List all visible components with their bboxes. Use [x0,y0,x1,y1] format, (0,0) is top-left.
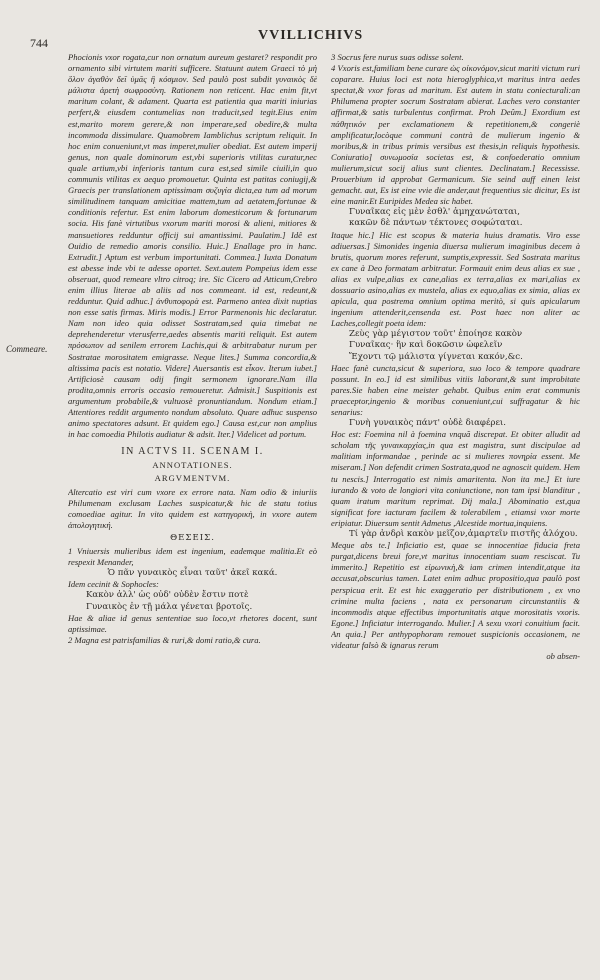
thesis-2: 2 Magna est patrisfamilias & ruri,& domi ratio,& cura. [68,634,261,645]
greek-quote: Ἔχοντι τῷ μάλιστα γίγνεται κακόν,&c. [349,351,523,362]
text-columns [68,52,580,958]
commentary-paragraph: Phocionis vxor rogata,cur non ornatum aureum gestaret? respondit pro ornamento sibi virtutem mariti sufficere. Statuunt autem Graeci τὸ μὴ ὅλον ἀγαθὸν δεῖ ὑμᾶς ἢ κόσμιον. Sed paulò post subdit γυναικὸς δὲ μάλιστα ἀρετὴ σωφροσύνη. Rationem non reticent. Hac enim fit,vt maritum colant, & adament. Quarta est patientia qua mariti iniurias perfert,& eiusdem contumelias non traducit,sed tegit.Eius enim est,marito morem gerere,& non imperare,sed obedire,& multa incommoda dissimulare. Quamobrem Iamblichus scriptum reliquit. In hoc enim conueniunt,vt mas imperet,mulier obediat. Est autem imperij genus, non quale dominorum est,vbi superioris vtilitas curatur,nec quale artium,vbi inferioris tantum cura est,sed simile ciuili,in quo communis vtilitas ex aequo promouetur. Quinta est patitas coniugij,& Graecis per translationem aptissimam συζυγία dicta,ea tum ad morum similitudinem tanquam amicitiae mattem,tum ad aetatem,fortunae & conditionis refertur. Est enim laborum domesticorum & fortunarum socia. His fanè virtutibus vxorum mariti morosi & alieni, mitiores & mansuetiores redduntur officij sui amantissimi. Paulatim.] Idê est Ouidio de remedio amoris consilio. Huic.] Enallage pro in hanc. Extrudit.] Aptum est verbum importunitati. Commea.] Iuxta Donatum est abesse inde vbi te adesse oportet. Sext.autem Pompeius idem esse obseruat, quod remeare vltro citroq; ire. Sic Cicero ad Atticum,Crebro enim illius literae ab aliis ad nos commeant. id est, redeunt,& redduntur. Quid adhuc.] ἀνθυποφορὰ est. Parmeno antea dixit nuptias non esse satis firmas. Miris modis.] Error Parmenonis hic declaratur. Nam non ideo quia odisset Sostratam,sed quia timebat ne deprehenderetur vterusferre,aedes absentis mariti reliquit. Est autem πρόσωπον ad senilem errorem Lachis,qui & arbitrabatur nurum per Sostratae morositatem emigrasse. Neque lites.] Summa concordia,& altissima pacis est notatio. Videre] Auersantis est εἶκον. Iterum iubet.] Artificiosè causam odij fingit sermonem ignorare.Nam illa prodita,omnis erroris occasio remoueretur. Admisit.] Suspitionis est argumentum probabile,& vultuosè pronuntiandum. Nondum etiam.] Attentiores reddit argumento nondum absoluto. Quare adhuc suspenso animo spectatores adsunt. Et quidem ego.] Causa est,cur non amplius in hac comoedia Philotis audiatur & adsit. Iter.] Videlicet ad portum. [68,52,317,440]
greek-quote: Γυναῖκας· ἢν καὶ δοκῶσιν ὠφελεῖν [349,340,503,351]
commentary-paragraph: Hoc est: Foemina nil à foemina vnquã discrepat. Et obiter alludit ad scholam τῆς γυναικαρχίας,in qua est magistra, sunt discipulae ad malitiam informandae , perinde ac si mulieres πονηρία essent. Me miseram.] Non defendit crimen Sostrata,quod ne agnoscit quidem. Hem tu nescis.] Interrogatio est nimis amaritenta. Non ita me.] Et iure iurando & voto de longiori vita coniunctione, non tam ipsi blanditur , quam iratum maritum reprimat. Dij mala.] Abominatio est,qua significat fore iacturam facilem & tolerabilem , etiamsi vxor morte eripiatur. Diuersum sentit Admetus ,Alcestide mortua,inquiens. [331,429,580,528]
margin-note: Commeare. [6,344,48,354]
argumentum-paragraph: Altercatio est viri cum vxore ex errore nata. Nam odio & iniuriis Philumenam exclusam Laches suspicatur,& hic de statu totius comoediae agitur. In vito quidem est κατηγορικὴ, in vxore autem ἀπολογητική. [68,486,317,530]
commentary-paragraph: Meque abs te.] Inficiatio est, quae se innocentiae fiducia freta purgat,dicens breui fore,vt maritus innocentiam suam resciscat. Tu immerito.] Repetitio est εἰρωνικὴ,& iam crimen intendit,atque ita accusat,obscurius tamen. Latet enim adhuc propositio,qua paulò post perspicua erit. Et est hic exaggeratio per distributionem , ex vno crimine multa faciens , nata ex personarum circunstantiis & incommodis atque effectibus importunitatis atque morositatis vxoris. Egone.] Inficiatur interrogando. Mulier.] A sexu vxori conuitium facit. An quia.] Per anthypophoram remouet suspicionis occasionem, ne videatur falsò & ignarus rerum [331,540,580,650]
running-title: VVILLICHIVS [258,28,364,43]
thesis-1-continued: Idem cecinit & Sophocles: [68,579,159,590]
thesis-3: 3 Socrus fere nurus suas odisse solent. [331,52,464,62]
right-column [331,52,580,958]
commentary-paragraph: Haec fanè cuncta,sicut & superiora, suo loco & tempore quadrare possunt. In eo.] id est similibus vitiis laborant,& sunt improbitate pares.Sie haben eine meister gehabt. Quibus enim erat communis praeceptor,ingenio & moribus conueniunt,cui suffragatur & hic senarius: [331,362,580,417]
running-header [30,28,580,50]
greek-quote: Γυναῖκας εἰς μὲν ἐσθλ' ἀμηχανώταται, [349,207,521,218]
argumentum-heading: ARGVMENTVM. [154,473,231,484]
greek-quote: Τί γὰρ ἀνδρὶ κακὸν μεῖζον,ἀμαρτεῖν πιστῆς ἀλόχου. [349,529,578,540]
thesis-1-end: Hae & aliae id genus sententiae suo loco,vt rhetores docent, sunt aptissimae. [68,612,317,634]
greek-quote: Γυναικὸς ἐν τῇ μάλα γένεται βροτοῖς. [86,601,253,612]
greek-quote: Ζεὺς γὰρ μέγιστον τοῦτ' ἐποίησε κακὸν [349,329,523,340]
commentary-paragraph: Itaque hic.] Hic est scopus & materia huius dramatis. Viro esse adiuersas.] Simonides ingenia diuersa mulierum imaginibus decem à brutis, quorum mores referunt, sumptis,expressit. Sed Sostrata maritus ex cane à Deo formatam arbitratur. Formauit enim deus alias ex sue , alias ex vulpe,alias ex cane,alias ex terra,alias ex mari,alias ex dossuario asino,alias ex mustela, alias ex equo,alias ex simia, alias ex apicula, qua postrema omnium optima meritò, si quis apicularum ingenium attenderit,censenda est. Post haec non aliter ac Laches,collegit poeta idem: [331,229,580,329]
theseis-heading: ΘΕΣΕΙΣ. [170,532,215,543]
greek-quote: Ὁ πᾶν γυναικὸς εἶναι ταῦτ' ἀκεῖ κακά. [107,568,278,579]
catchword: ob absen- [546,651,580,662]
act-heading: IN ACTVS II. SCENAM I. [121,446,264,458]
page-number: 744 [30,36,48,50]
greek-quote: Κακὸν ἀλλ' ὡς οὐδ' οὐδὲν ἔστιν ποτὲ [86,590,249,601]
commentary-paragraph: 4 Vxoris est,familiam bene curare ὡς οἰκονόμον,sicut mariti victum ruri coparare. Huius loci est nota hieroglyphica,vt maritus intra aedes spectat,& vxor foras ad maritum. Est autem in statu coniecturali:an Philumena propter socrum Sostratam abierat. Laches vero constanter affirmat,& satis turbulentus confirmat. Proh Deûm.] Exordium est πάθητικόν per exclamationem & repetitionem,& congeriè amplificatur,locòque communi contrà de mulierum ingenio & moribus,& in tribus primis versibus est thesis,in reliquis hypothesis. Coniuratio] συνωμοσία societas est, & confoederatio omnium mulierum,sicut socij alius sunt clientes. Declinatam.] Recessisse. Prouerbium id approbat Germanicum. Sie seind auff einen leist gemacht. aut, Es ist eine vvie die ander,aut frequentius sic dicitur, Es ist eine manir.Et Euripides Medea sic habet. [331,63,580,207]
greek-quote: Γυνὴ γυναικὸς πάντ' οὐδὲ διαφέρει. [349,418,506,429]
greek-quote: κακῶν δὲ πάντων τέκτονες σοφώταται. [349,218,523,229]
annotationes-heading: ANNOTATIONES. [152,460,233,471]
left-column [68,52,317,958]
thesis-1: 1 Vniuersis mulieribus idem est ingenium, eademque malitia.Et eò respexit Menander, [68,546,317,568]
